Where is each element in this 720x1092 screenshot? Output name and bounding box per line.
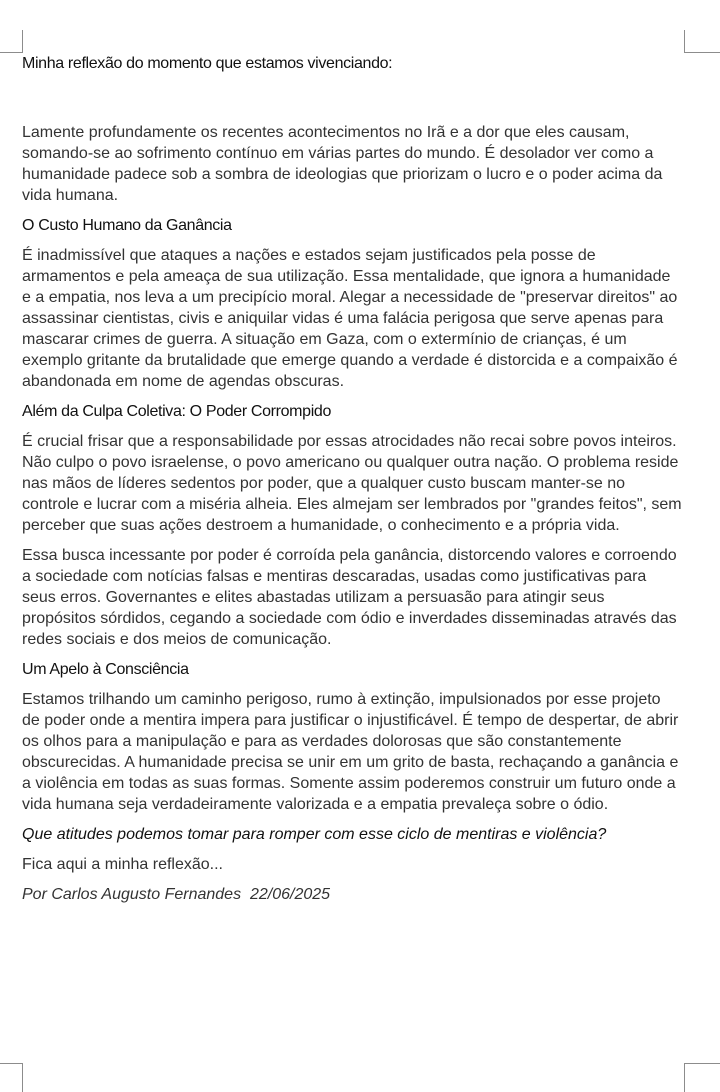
author-signature: Por Carlos Augusto Fernandes 22/06/2025 [22,886,331,903]
closing-question: Que atitudes podemos tomar para romper com esse ciclo de mentiras e violência? [22,826,607,843]
document-page [22,54,682,905]
crop-mark-top-left [0,30,23,53]
closing-line: Fica aqui a minha reflexão... [22,856,223,873]
section-paragraph: Essa busca incessante por poder é corroída pela ganância, distorcendo valores e corroendo a sociedade com notícias falsas e mentiras descaradas, usadas como justificativas para seus erros. Governantes e elites abastadas utilizam a persuasão para atingir seus propósitos sórdidos, cegando a sociedade com ódio e inverdades disseminadas através das redes sociais e dos meios de comunicação. [22,547,677,648]
crop-mark-bottom-right [684,1063,720,1092]
intro-paragraph: Lamente profundamente os recentes acontecimentos no Irã e a dor que eles causam, somando-se ao sofrimento contínuo em várias partes do mundo. É desolador ver como a humanidade padece sob a sombra de ideologias que priorizam o lucro e o poder acima da vida humana. [22,124,663,204]
crop-mark-bottom-left [0,1063,23,1092]
document-title: Minha reflexão do momento que estamos vivenciando: [22,55,393,72]
section-heading-apelo: Um Apelo à Consciência [22,661,189,678]
section-paragraph: É inadmissível que ataques a nações e estados sejam justificados pela posse de armamentos e pela ameaça de sua utilização. Essa mentalidade, que ignora a humanidade e a empatia, nos leva a um precipício moral. Alegar a necessidade de "preservar direitos" ao assassinar cientistas, civis e aniquilar vidas é uma falácia perigosa que serve apenas para mascarar crimes de guerra. A situação em Gaza, com o extermínio de crianças, é um exemplo gritante da brutalidade que emerge quando a verdade é distorcida e a compaixão é abandonada em nome de agendas obscuras. [22,247,678,390]
section-paragraph: É crucial frisar que a responsabilidade por essas atrocidades não recai sobre povos inteiros. Não culpo o povo israelense, o povo americano ou qualquer outra nação. O problema reside nas mãos de líderes sedentos por poder, que a qualquer custo buscam manter-se no controle e lucrar com a miséria alheia. Eles almejam ser lembrados por "grandes feitos", sem perceber que suas ações destroem a humanidade, o conhecimento e a própria vida. [22,433,682,534]
section-heading-alem-da-culpa: Além da Culpa Coletiva: O Poder Corrompido [22,403,332,420]
section-paragraph: Estamos trilhando um caminho perigoso, rumo à extinção, impulsionados por esse projeto de poder onde a mentira impera para justificar o injustificável. É tempo de despertar, de abrir os olhos para a manipulação e para as verdades dolorosas que são constantemente obscurecidas. A humanidade precisa se unir em um grito de basta, rechaçando a ganância e a violência em todas as suas formas. Somente assim poderemos construir um futuro onde a vida humana seja verdadeiramente valorizada e a empatia prevaleça sobre o ódio. [22,691,679,813]
title-spacer [22,74,682,122]
section-heading-custo-humano: O Custo Humano da Ganância [22,217,232,234]
crop-mark-top-right [684,30,720,53]
